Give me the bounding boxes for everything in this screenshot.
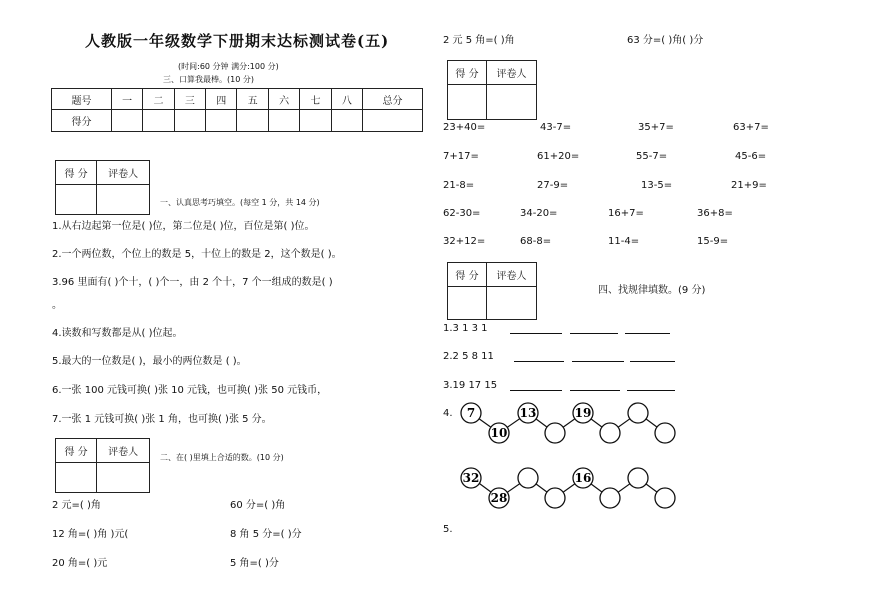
chain-circle[interactable]	[655, 488, 675, 508]
exam-time-score: (时间:60 分钟 满分:100 分)	[178, 62, 279, 71]
chain-circle[interactable]	[628, 468, 648, 488]
chain-circle[interactable]	[628, 403, 648, 423]
answer-blank[interactable]	[625, 333, 670, 334]
chain-circle[interactable]	[518, 468, 538, 488]
score-table-header: 四	[206, 89, 237, 110]
oral-item: 43-7=	[540, 122, 572, 133]
grader-score-label: 得 分	[56, 161, 97, 185]
answer-blank[interactable]	[514, 361, 564, 362]
answer-blank[interactable]	[572, 361, 624, 362]
grader-box	[55, 438, 150, 493]
score-row-label: 得分	[52, 110, 112, 132]
section2-heading: 二、在( )里填上合适的数。(10 分)	[160, 453, 284, 462]
score-cell[interactable]	[206, 110, 237, 132]
pattern-question: 5.	[443, 524, 453, 535]
question-6: 6.一张 100 元钱可换( )张 10 元钱，也可换( )张 50 元钱币，	[52, 385, 328, 396]
score-cell[interactable]	[300, 110, 331, 132]
conversion-item: 5 角=( )分	[230, 558, 279, 569]
grader-score-label: 得 分	[448, 263, 487, 287]
pattern-question: 4.	[443, 408, 453, 419]
oral-item: 32+12=	[443, 236, 486, 247]
number-chain-2	[455, 462, 695, 517]
grader-reviewer-cell[interactable]	[487, 85, 537, 120]
conversion-item: 2 元=( )角	[52, 500, 101, 511]
score-cell[interactable]	[111, 110, 142, 132]
grader-reviewer-cell[interactable]	[97, 185, 150, 215]
score-cell[interactable]	[363, 110, 423, 132]
grader-box	[55, 160, 150, 215]
pattern-question: 3.19 17 15	[443, 380, 498, 391]
grader-reviewer-label: 评卷人	[97, 161, 150, 185]
score-cell[interactable]	[174, 110, 205, 132]
grader-reviewer-cell[interactable]	[97, 463, 150, 493]
question-4: 4.读数和写数都是从( )位起。	[52, 328, 183, 339]
chain-number: 7	[466, 406, 476, 420]
oral-item: 15-9=	[697, 236, 729, 247]
chain-number: 19	[574, 406, 592, 420]
oral-item: 34-20=	[520, 208, 558, 219]
oral-item: 61+20=	[537, 151, 580, 162]
answer-blank[interactable]	[627, 390, 675, 391]
score-cell[interactable]	[268, 110, 299, 132]
conversion-item: 63 分=( )角( )分	[627, 35, 704, 46]
grader-reviewer-cell[interactable]	[487, 287, 537, 320]
oral-item: 21-8=	[443, 180, 475, 191]
score-table-header: 二	[143, 89, 174, 110]
conversion-item: 20 角=( )元	[52, 558, 108, 569]
section1-heading: 一、认真思考巧填空。(每空 1 分，共 14 分)	[160, 198, 320, 207]
score-cell[interactable]	[143, 110, 174, 132]
section4-heading: 四、找规律填数。(9 分)	[598, 285, 706, 296]
conversion-item: 12 角=( )角 )元(	[52, 529, 129, 540]
grader-score-label: 得 分	[448, 61, 487, 85]
pattern-question: 2.2 5 8 11	[443, 351, 494, 362]
chain-circle[interactable]	[600, 423, 620, 443]
grader-score-cell[interactable]	[448, 287, 487, 320]
page-title: 人教版一年级数学下册期末达标测试卷(五)	[85, 32, 390, 50]
conversion-item: 60 分=( )角	[230, 500, 286, 511]
answer-blank[interactable]	[510, 333, 562, 334]
chain-circle[interactable]	[545, 488, 565, 508]
chain-number: 32	[462, 471, 480, 485]
score-table-header: 五	[237, 89, 268, 110]
answer-blank[interactable]	[510, 390, 562, 391]
answer-blank[interactable]	[570, 333, 618, 334]
grader-score-cell[interactable]	[448, 85, 487, 120]
question-7: 7.一张 1 元钱可换( )张 1 角，也可换( )张 5 分。	[52, 414, 272, 425]
oral-item: 21+9=	[731, 180, 767, 191]
grader-reviewer-label: 评卷人	[97, 439, 150, 463]
score-table-header: 七	[300, 89, 331, 110]
answer-blank[interactable]	[570, 390, 620, 391]
score-table-header: 总分	[363, 89, 423, 110]
oral-item: 7+17=	[443, 151, 479, 162]
oral-item: 27-9=	[537, 180, 569, 191]
grader-score-label: 得 分	[56, 439, 97, 463]
score-table-header: 六	[268, 89, 299, 110]
section3-heading: 三、口算我最棒。(10 分)	[163, 75, 254, 84]
score-cell[interactable]	[237, 110, 268, 132]
chain-number: 10	[490, 426, 508, 440]
oral-item: 16+7=	[608, 208, 644, 219]
score-table-header: 一	[111, 89, 142, 110]
chain-number: 28	[490, 491, 508, 505]
oral-item: 63+7=	[733, 122, 769, 133]
score-cell[interactable]	[331, 110, 362, 132]
chain-circle[interactable]	[600, 488, 620, 508]
grader-score-cell[interactable]	[56, 463, 97, 493]
question-3-end: 。	[52, 300, 62, 311]
chain-circle[interactable]	[655, 423, 675, 443]
score-table-header: 三	[174, 89, 205, 110]
oral-item: 11-4=	[608, 236, 640, 247]
oral-item: 45-6=	[735, 151, 767, 162]
score-table	[51, 88, 423, 132]
question-1: 1.从右边起第一位是( )位，第二位是( )位，百位是第( )位。	[52, 221, 315, 232]
number-chain-1	[455, 395, 695, 450]
grader-box	[447, 60, 537, 120]
conversion-item: 8 角 5 分=( )分	[230, 529, 302, 540]
chain-number: 16	[574, 471, 592, 485]
oral-item: 35+7=	[638, 122, 674, 133]
oral-item: 13-5=	[641, 180, 673, 191]
oral-item: 36+8=	[697, 208, 733, 219]
pattern-question: 1.3 1 3 1	[443, 323, 488, 334]
grader-box	[447, 262, 537, 320]
grader-reviewer-label: 评卷人	[487, 263, 537, 287]
chain-circle[interactable]	[545, 423, 565, 443]
question-2: 2.一个两位数，个位上的数是 5，十位上的数是 2，这个数是( )。	[52, 249, 342, 260]
answer-blank[interactable]	[630, 361, 675, 362]
conversion-item: 2 元 5 角=( )角	[443, 35, 515, 46]
question-3: 3.96 里面有( )个十，( )个一，由 2 个十，7 个一组成的数是( )	[52, 277, 333, 288]
question-5: 5.最大的一位数是( )，最小的两位数是 ( )。	[52, 356, 247, 367]
oral-item: 62-30=	[443, 208, 481, 219]
score-table-header: 题号	[52, 89, 112, 110]
chain-number: 13	[519, 406, 537, 420]
oral-item: 68-8=	[520, 236, 552, 247]
score-table-header: 八	[331, 89, 362, 110]
oral-item: 55-7=	[636, 151, 668, 162]
grader-reviewer-label: 评卷人	[487, 61, 537, 85]
grader-score-cell[interactable]	[56, 185, 97, 215]
oral-item: 23+40=	[443, 122, 486, 133]
